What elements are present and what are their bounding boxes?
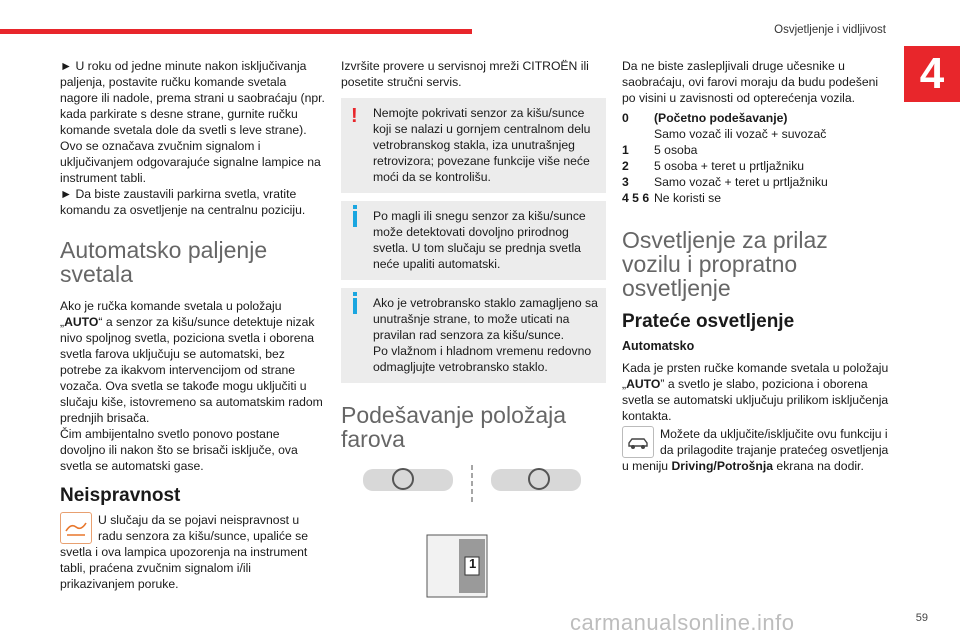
paragraph: Možete da uključite/isključite ovu funkciju i da prilagodite trajanje pratećeg osvetljenja u meniju Driving/Potrošnja ekrana na dodir. bbox=[622, 427, 889, 473]
headlamp-adjust-illustration bbox=[341, 465, 606, 615]
table-row: Samo vozač ili vozač + suvozač bbox=[654, 127, 827, 141]
paragraph: Ako je ručka komande svetala u položaju „AUTO“ a senzor za kišu/sunce detektuje nizak nivo spoljnog svetla, poziciona svetla i oborena svetla farova uključuju se automatski, bez potrebe za ikakvom intervencijom od strane vozača. Ova svetla se takođe mogu uključiti u slučaju kiše, istovremeno sa automatskim radom prednjih brisača. bbox=[60, 299, 323, 425]
headlamp-diagram bbox=[341, 465, 606, 615]
paragraph: Da ne biste zaslepljivali druge učesnike u saobraćaju, ovi farovi moraju da budu podešeni po visini u zavisnosti od opterećenja vozila. bbox=[622, 59, 879, 105]
table-row: 3 Samo vozač + teret u prtljažniku bbox=[622, 175, 828, 189]
paragraph: Ovo se označava zvučnim signalom i uključivanjem odgovarajuće signalne lampice na instrument tabli. bbox=[60, 139, 321, 185]
page-header-title: Osvjetljenje i vidljivost bbox=[774, 24, 886, 36]
fault-block bbox=[60, 512, 325, 592]
subsection-automatic: Automatsko bbox=[622, 339, 695, 353]
paragraph: Kada je prsten ručke komande svetala u položaju „AUTO” a svetlo je slabo, poziciona i oborena svetla se automatski uključuju prilikom isključenja kontakta. bbox=[622, 361, 889, 423]
section-title-approach-lighting: Osvetljenje za prilaz vozilu i propratno osvetljenje bbox=[622, 227, 828, 301]
paragraph: Čim ambijentalno svetlo ponovo postane dovoljno ili nakon što se brisači isključe, ova svetla se automatski gase. bbox=[60, 427, 298, 473]
page-number: 59 bbox=[915, 612, 928, 624]
paragraph: U slučaju da se pojavi neispravnost u radu senzora za kišu/sunce, upaliće se svetla i ova lampica upozorenja na instrument tabli, praćena zvučnim signalom i/ili prikazivanjem poruke. bbox=[60, 513, 309, 591]
header-accent-bar bbox=[0, 29, 472, 34]
table-row: 0 (Početno podešavanje) bbox=[622, 111, 788, 125]
info-text: Ako je vetrobransko staklo zamagljeno sa unutrašnje strane, to može uticati na pravilan rad senzora za kišu/sunce. bbox=[373, 296, 598, 342]
car-settings-icon bbox=[622, 426, 654, 458]
warning-text: Nemojte pokrivati senzor za kišu/sunce koji se nalazi u gornjem centralnom delu vetrobranskog stakla, iza unutrašnjeg retrovizora; povezane funkcije više neće moći da se kontrolišu. bbox=[373, 106, 591, 184]
info-note bbox=[341, 288, 606, 383]
info-icon bbox=[353, 211, 357, 227]
table-row: 4 5 6 Ne koristi se bbox=[622, 191, 722, 205]
info-note bbox=[341, 201, 606, 280]
info-text: Po vlažnom i hladnom vremenu redovno odmagljujte vetrobransko staklo. bbox=[373, 344, 592, 374]
info-text: Po magli ili snegu senzor za kišu/sunce može detektovati dovoljno prirodnog svetla. U tom slučaju se prednja svetla neće upaliti automatski. bbox=[373, 209, 586, 271]
chapter-number-tab: 4 bbox=[904, 46, 960, 102]
warning-lamp-icon bbox=[60, 512, 92, 544]
column-3 bbox=[622, 58, 892, 474]
column-1 bbox=[60, 58, 325, 592]
paragraph: ► U roku od jedne minute nakon isključivanja paljenja, postavite ručku komande svetala nagore ili nadole, prema strani u saobraćaju (npr. kada parkirate s desne strane, gurnite ručku komande svetala dole da svetli s leve strane). bbox=[60, 59, 325, 137]
table-row: 2 5 osoba + teret u prtljažniku bbox=[622, 159, 805, 173]
paragraph: Izvršite provere u servisnoj mreži CITROËN ili posetite stručni servis. bbox=[341, 59, 589, 89]
section-title-fault: Neispravnost bbox=[60, 485, 181, 506]
warning-exclamation-icon: ! bbox=[351, 105, 358, 127]
column-2 bbox=[341, 58, 606, 615]
table-row: 1 5 osoba bbox=[622, 143, 698, 157]
section-title-headlamp-adjustment: Podešavanje položaja farova bbox=[341, 402, 567, 452]
section-title-auto-lights: Automatsko paljenje svetala bbox=[60, 237, 268, 287]
dial-value: 1 bbox=[469, 556, 477, 571]
touchscreen-block bbox=[622, 426, 892, 474]
warning-note bbox=[341, 98, 606, 193]
subsection-title-follow-me: Prateće osvetljenje bbox=[622, 311, 795, 332]
paragraph: ► Da biste zaustavili parkirna svetla, vratite komandu za osvetljenje na centralnu poziciju. bbox=[60, 187, 306, 217]
watermark: carmanualsonline.info bbox=[570, 610, 795, 635]
info-icon bbox=[353, 298, 357, 314]
load-settings-table bbox=[622, 110, 892, 206]
